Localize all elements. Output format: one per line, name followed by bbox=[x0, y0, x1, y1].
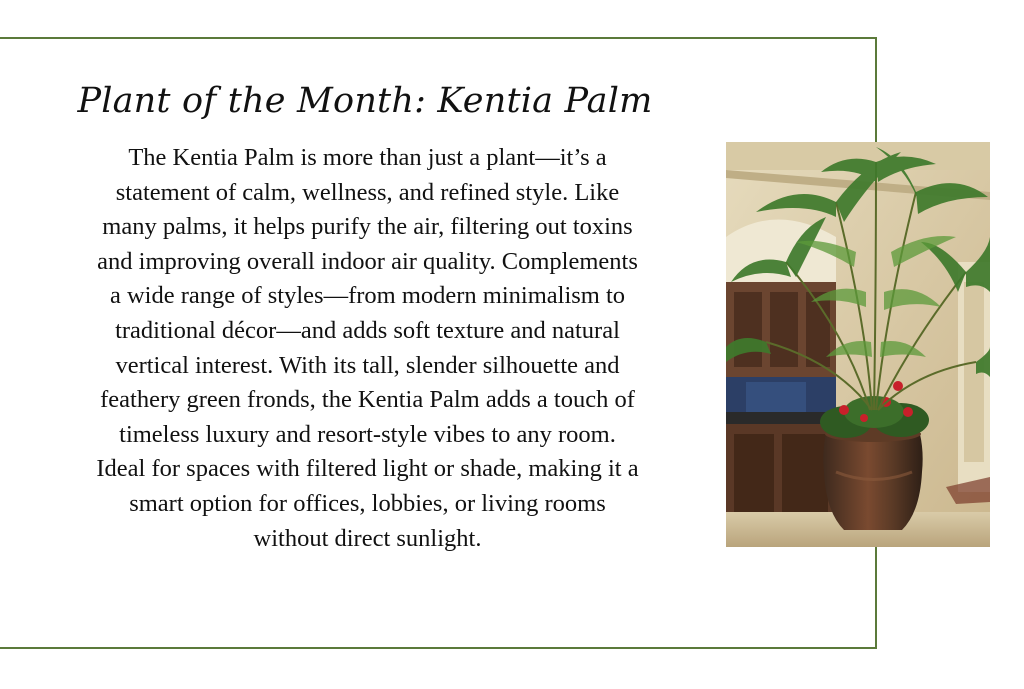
description-line: The Kentia Palm is more than just a plant—it’s a bbox=[128, 144, 607, 171]
description-line: without direct sunlight. bbox=[253, 524, 482, 552]
description-line: Ideal for spaces with filtered light or shade, making it a bbox=[96, 455, 639, 483]
description bbox=[40, 141, 695, 556]
description-line: traditional décor—and adds soft texture and natural bbox=[115, 316, 620, 344]
kentia-palm-photo bbox=[726, 142, 990, 547]
description-line: timeless luxury and resort-style vibes to any room. bbox=[119, 420, 616, 448]
description-line: statement of calm, wellness, and refined style. Like bbox=[115, 178, 620, 206]
page-title: Plant of the Month: Kentia Palm bbox=[77, 81, 653, 121]
description-line: many palms, it helps purify the air, filtering out toxins bbox=[102, 213, 633, 241]
description-line: vertical interest. With its tall, slender silhouette and bbox=[115, 351, 620, 379]
description-line: a wide range of styles—from modern minimalism to bbox=[109, 282, 626, 310]
description-line: feathery green fronds, the Kentia Palm adds a touch of bbox=[100, 386, 635, 414]
description-line: and improving overall indoor air quality. Complements bbox=[97, 247, 638, 275]
description-line: smart option for offices, lobbies, or living rooms bbox=[129, 489, 606, 517]
